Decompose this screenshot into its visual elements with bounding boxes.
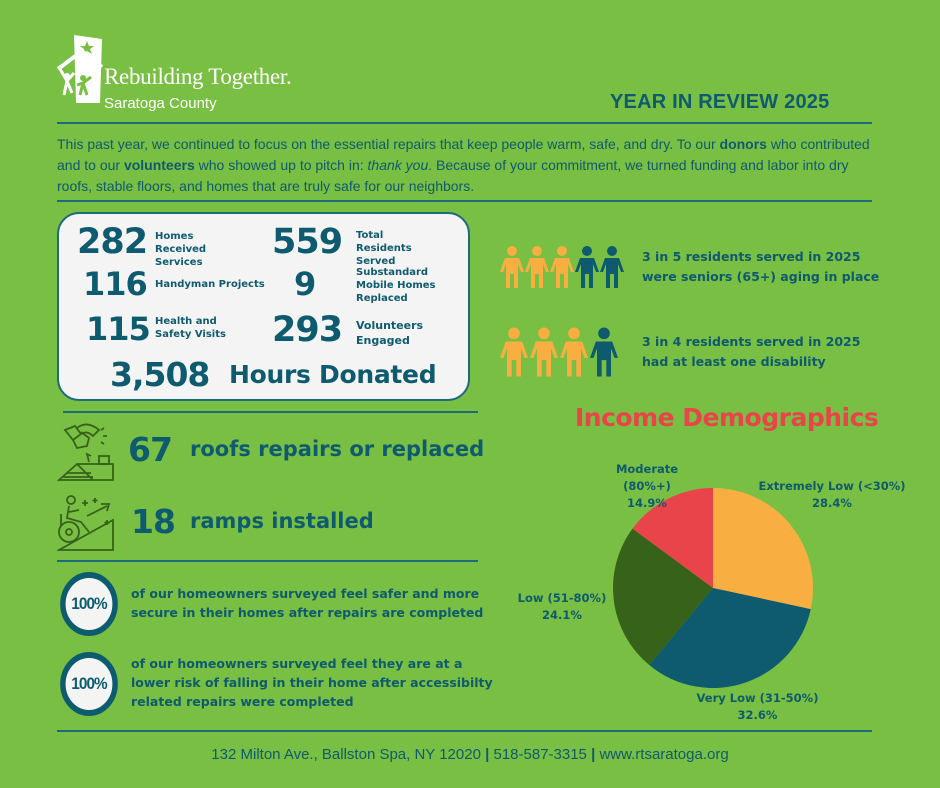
seniors-stat bbox=[642, 247, 879, 287]
intro-volunteers: volunteers bbox=[123, 157, 195, 173]
pie-label-name: Extremely Low (<30%) bbox=[758, 479, 906, 493]
stat-value: 282 bbox=[77, 222, 148, 262]
pie-label-value: 32.6% bbox=[737, 708, 778, 722]
stat-label: Total Residents Served bbox=[356, 230, 412, 267]
footer-contact bbox=[0, 746, 940, 763]
hours-value: 3,508 bbox=[110, 355, 210, 394]
pie-label-very-low bbox=[690, 690, 825, 724]
survey-line: related repairs were completed bbox=[131, 694, 354, 709]
divider bbox=[63, 411, 478, 413]
footer-separator: | bbox=[586, 746, 600, 763]
stat-label: Substandard Mobile Homes Replaced bbox=[356, 267, 436, 304]
pie-label-value: 28.4% bbox=[812, 496, 852, 510]
footer-phone[interactable]: 518-587-3315 bbox=[493, 746, 587, 763]
stats-card bbox=[57, 212, 470, 401]
divider bbox=[57, 560, 478, 562]
person-icon bbox=[590, 327, 618, 377]
disability-stat-line: had at least one disability bbox=[642, 354, 826, 369]
stat-label: Homes Received Services bbox=[155, 231, 207, 268]
survey-falls-text bbox=[131, 654, 493, 711]
stat-label: Volunteers Engaged bbox=[356, 319, 424, 347]
disability-stat bbox=[642, 332, 860, 372]
intro-text: This past year, we continued to focus on the essential repairs that keep people warm, safe, and dry. To our bbox=[57, 136, 720, 152]
divider bbox=[57, 122, 872, 124]
survey-line: of our homeowners surveyed feel safer and more bbox=[131, 586, 480, 601]
stat-value: 116 bbox=[83, 265, 147, 303]
org-logo-icon bbox=[56, 33, 106, 105]
stat-value: 559 bbox=[272, 222, 343, 262]
intro-text: who contributed and to our bbox=[57, 136, 870, 173]
people-icons-seniors bbox=[500, 246, 624, 288]
org-subname: Saratoga County bbox=[104, 95, 217, 112]
person-icon bbox=[500, 246, 524, 288]
stat-value: 293 bbox=[272, 310, 343, 350]
pie-label-name: Very Low (31-50%) bbox=[696, 691, 819, 705]
pie-label-low bbox=[512, 590, 612, 624]
stat-value: 115 bbox=[86, 310, 150, 348]
intro-paragraph bbox=[57, 134, 887, 197]
roof-repair-icon bbox=[57, 422, 117, 484]
ramps-label: ramps installed bbox=[190, 509, 374, 533]
ramps-value: 18 bbox=[131, 502, 175, 541]
disability-stat-line: 3 in 4 residents served in 2025 bbox=[642, 334, 861, 349]
pie-label-name: Low (51-80%) bbox=[517, 591, 607, 605]
roofs-label: roofs repairs or replaced bbox=[190, 437, 485, 461]
hours-label: Hours Donated bbox=[229, 360, 437, 389]
stat-value: 9 bbox=[294, 265, 316, 303]
intro-donors: donors bbox=[719, 136, 767, 152]
person-icon bbox=[560, 327, 588, 377]
footer-website-link[interactable]: www.rtsaratoga.org bbox=[599, 746, 729, 763]
page-title: YEAR IN REVIEW 2025 bbox=[610, 91, 830, 113]
survey-line: of our homeowners surveyed feel they are at a bbox=[131, 656, 463, 671]
person-icon bbox=[575, 246, 599, 288]
stat-label: Handyman Projects bbox=[155, 279, 265, 290]
intro-thanks: thank you bbox=[367, 157, 429, 173]
chart-title: Income Demographics bbox=[575, 403, 879, 432]
footer-separator: | bbox=[480, 746, 494, 763]
person-icon bbox=[600, 246, 624, 288]
intro-text: who showed up to pitch in: bbox=[194, 157, 368, 173]
pie-label-name: Moderate (80%+) bbox=[615, 462, 679, 493]
wheelchair-ramp-icon bbox=[57, 494, 119, 552]
footer-address: 132 Milton Ave., Ballston Spa, NY 12020 bbox=[211, 746, 481, 763]
seniors-stat-line: were seniors (65+) aging in place bbox=[642, 269, 880, 284]
pie-label-value: 14.9% bbox=[627, 496, 667, 510]
income-pie-chart bbox=[613, 488, 813, 688]
people-icons-disability bbox=[500, 327, 618, 377]
person-icon bbox=[500, 327, 528, 377]
roofs-value: 67 bbox=[128, 430, 172, 469]
person-icon bbox=[530, 327, 558, 377]
survey-falls-badge: 100% bbox=[60, 652, 118, 716]
pie-label-extremely-low bbox=[752, 478, 912, 512]
stat-label: Health and Safety Visits bbox=[155, 316, 226, 340]
survey-line: lower risk of falling in their home after accessibilty bbox=[131, 675, 493, 690]
person-icon bbox=[525, 246, 549, 288]
seniors-stat-line: 3 in 5 residents served in 2025 bbox=[642, 249, 861, 264]
org-name: Rebuilding Together. bbox=[104, 64, 292, 89]
pie-label-value: 24.1% bbox=[542, 608, 582, 622]
person-icon bbox=[550, 246, 574, 288]
pie-label-moderate bbox=[592, 461, 702, 512]
survey-safer-text bbox=[131, 584, 483, 622]
divider bbox=[57, 200, 872, 202]
divider bbox=[57, 730, 872, 732]
survey-safer-badge: 100% bbox=[60, 572, 118, 636]
survey-line: secure in their homes after repairs are completed bbox=[131, 605, 484, 620]
intro-text: . Because of your commitment, we turned funding and labor into dry roofs, stable floors, and homes that are truly safe for our neighbors. bbox=[57, 157, 849, 194]
